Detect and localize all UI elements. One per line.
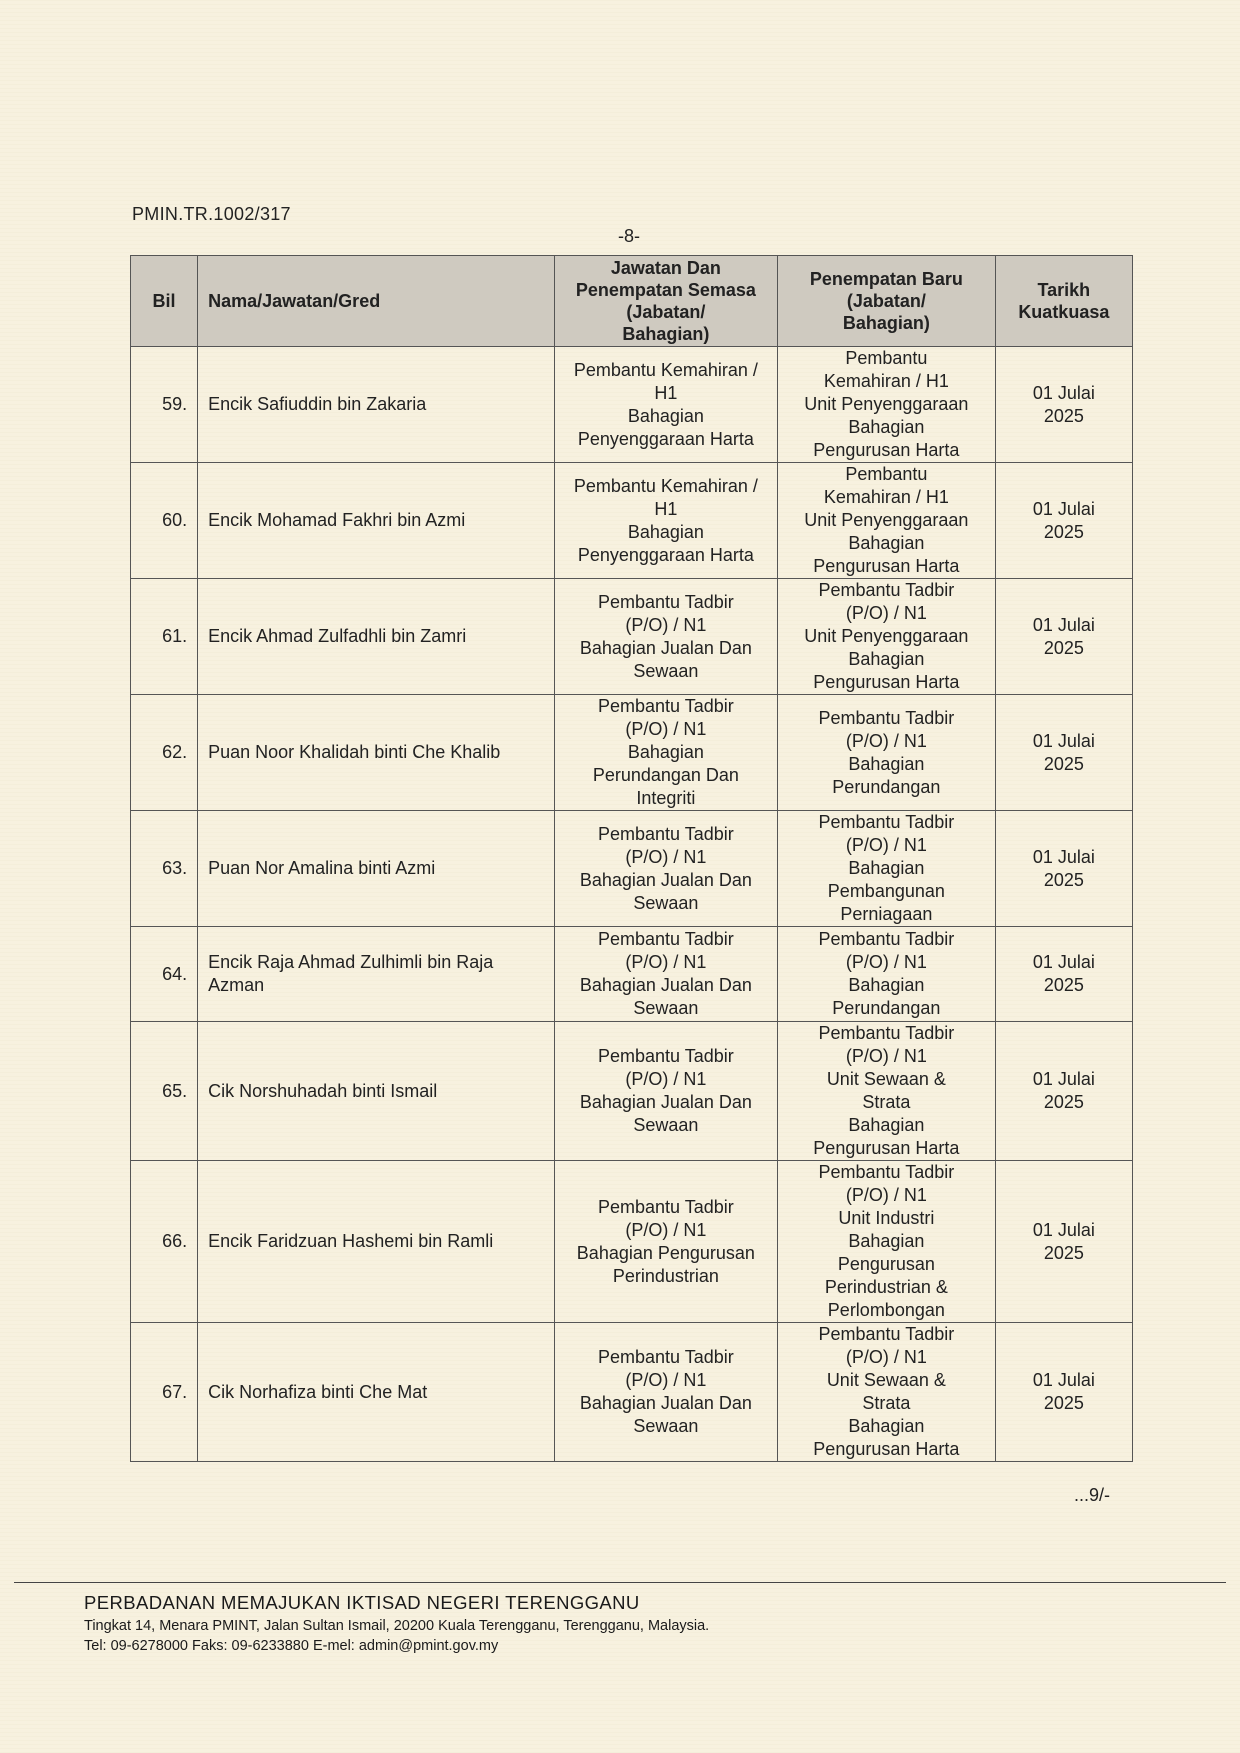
row-jawatan: Pembantu Tadbir (P/O) / N1 Bahagian Jualan Dan Sewaan xyxy=(554,1022,777,1161)
header-jawatan: Jawatan Dan Penempatan Semasa (Jabatan/ Bahagian) xyxy=(554,256,777,347)
row-penempatan-baru: Pembantu Tadbir (P/O) / N1 Bahagian Perundangan xyxy=(778,927,996,1022)
table-row xyxy=(131,695,1133,811)
header-penempatan-baru: Penempatan Baru (Jabatan/ Bahagian) xyxy=(778,256,996,347)
row-bil: 59. xyxy=(131,347,198,463)
row-bil: 65. xyxy=(131,1022,198,1161)
row-penempatan-baru: Pembantu Tadbir (P/O) / N1 Unit Sewaan & Strata Bahagian Pengurusan Harta xyxy=(778,1323,996,1462)
row-tarikh: 01 Julai 2025 xyxy=(995,463,1132,579)
table-row xyxy=(131,1022,1133,1161)
row-jawatan: Pembantu Tadbir (P/O) / N1 Bahagian Jualan Dan Sewaan xyxy=(554,1323,777,1462)
footer-address: Tingkat 14, Menara PMINT, Jalan Sultan Ismail, 20200 Kuala Terengganu, Terengganu, Malaysia. xyxy=(84,1618,710,1634)
transfer-table xyxy=(130,255,1133,1462)
row-penempatan-baru: Pembantu Tadbir (P/O) / N1 Unit Penyenggaraan Bahagian Pengurusan Harta xyxy=(778,579,996,695)
row-penempatan-baru: Pembantu Tadbir (P/O) / N1 Bahagian Pembangunan Perniagaan xyxy=(778,811,996,927)
row-nama: Encik Safiuddin bin Zakaria xyxy=(198,347,555,463)
row-tarikh: 01 Julai 2025 xyxy=(995,579,1132,695)
row-nama: Encik Mohamad Fakhri bin Azmi xyxy=(198,463,555,579)
row-bil: 67. xyxy=(131,1323,198,1462)
row-jawatan: Pembantu Tadbir (P/O) / N1 Bahagian Pengurusan Perindustrian xyxy=(554,1161,777,1323)
table-row xyxy=(131,1323,1133,1462)
row-bil: 63. xyxy=(131,811,198,927)
row-nama: Encik Ahmad Zulfadhli bin Zamri xyxy=(198,579,555,695)
continuation-marker: ...9/- xyxy=(1074,1485,1111,1505)
row-penempatan-baru: Pembantu Tadbir (P/O) / N1 Unit Industri Bahagian Pengurusan Perindustrian & Perlombongan xyxy=(778,1161,996,1323)
row-penempatan-baru: Pembantu Kemahiran / H1 Unit Penyenggaraan Bahagian Pengurusan Harta xyxy=(778,463,996,579)
row-bil: 61. xyxy=(131,579,198,695)
row-nama: Encik Faridzuan Hashemi bin Ramli xyxy=(198,1161,555,1323)
header-bil: Bil xyxy=(131,256,198,347)
row-tarikh: 01 Julai 2025 xyxy=(995,927,1132,1022)
row-tarikh: 01 Julai 2025 xyxy=(995,347,1132,463)
table-row xyxy=(131,1161,1133,1323)
row-penempatan-baru: Pembantu Kemahiran / H1 Unit Penyenggaraan Bahagian Pengurusan Harta xyxy=(778,347,996,463)
row-penempatan-baru: Pembantu Tadbir (P/O) / N1 Bahagian Perundangan xyxy=(778,695,996,811)
row-nama: Cik Norshuhadah binti Ismail xyxy=(198,1022,555,1161)
row-bil: 60. xyxy=(131,463,198,579)
footer-organization: PERBADANAN MEMAJUKAN IKTISAD NEGERI TERENGGANU xyxy=(84,1592,640,1613)
row-tarikh: 01 Julai 2025 xyxy=(995,1161,1132,1323)
row-nama: Puan Noor Khalidah binti Che Khalib xyxy=(198,695,555,811)
row-nama: Encik Raja Ahmad Zulhimli bin Raja Azman xyxy=(198,927,555,1022)
table-row xyxy=(131,579,1133,695)
header-tarikh: Tarikh Kuatkuasa xyxy=(995,256,1132,347)
table-row xyxy=(131,463,1133,579)
row-tarikh: 01 Julai 2025 xyxy=(995,1323,1132,1462)
row-penempatan-baru: Pembantu Tadbir (P/O) / N1 Unit Sewaan & Strata Bahagian Pengurusan Harta xyxy=(778,1022,996,1161)
table-header-row xyxy=(131,256,1133,347)
table-row xyxy=(131,347,1133,463)
row-jawatan: Pembantu Kemahiran / H1 Bahagian Penyenggaraan Harta xyxy=(554,463,777,579)
header-nama: Nama/Jawatan/Gred xyxy=(198,256,555,347)
row-jawatan: Pembantu Tadbir (P/O) / N1 Bahagian Jualan Dan Sewaan xyxy=(554,927,777,1022)
footer-divider xyxy=(14,1582,1226,1583)
row-bil: 62. xyxy=(131,695,198,811)
table-row xyxy=(131,811,1133,927)
footer-contact: Tel: 09-6278000 Faks: 09-6233880 E-mel: admin@pmint.gov.my xyxy=(84,1638,499,1654)
table-row xyxy=(131,927,1133,1022)
row-tarikh: 01 Julai 2025 xyxy=(995,695,1132,811)
page-number: -8- xyxy=(618,226,640,246)
reference-number: PMIN.TR.1002/317 xyxy=(132,204,291,224)
row-nama: Cik Norhafiza binti Che Mat xyxy=(198,1323,555,1462)
row-bil: 66. xyxy=(131,1161,198,1323)
row-tarikh: 01 Julai 2025 xyxy=(995,811,1132,927)
row-jawatan: Pembantu Tadbir (P/O) / N1 Bahagian Perundangan Dan Integriti xyxy=(554,695,777,811)
row-jawatan: Pembantu Tadbir (P/O) / N1 Bahagian Jualan Dan Sewaan xyxy=(554,579,777,695)
row-tarikh: 01 Julai 2025 xyxy=(995,1022,1132,1161)
row-jawatan: Pembantu Kemahiran / H1 Bahagian Penyenggaraan Harta xyxy=(554,347,777,463)
row-nama: Puan Nor Amalina binti Azmi xyxy=(198,811,555,927)
row-bil: 64. xyxy=(131,927,198,1022)
row-jawatan: Pembantu Tadbir (P/O) / N1 Bahagian Jualan Dan Sewaan xyxy=(554,811,777,927)
